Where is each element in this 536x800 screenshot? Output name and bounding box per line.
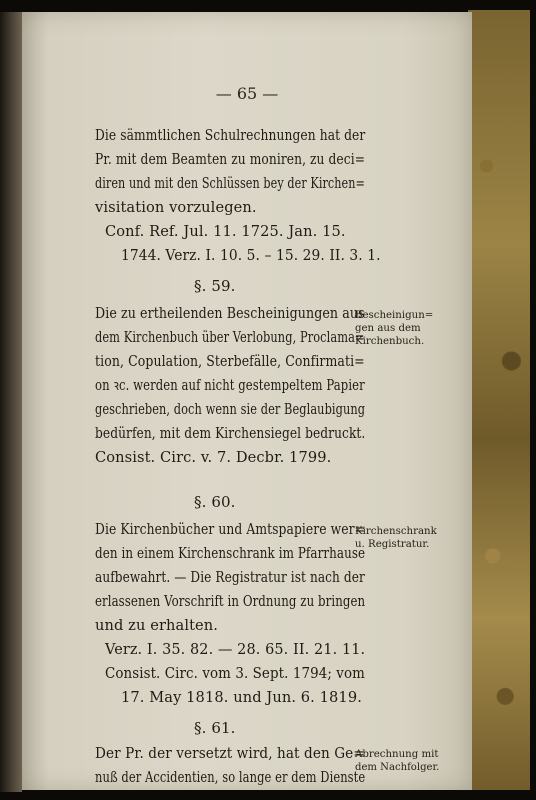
text-line: on ꝛc. werden auf nicht gestempeltem Papier — [95, 377, 365, 394]
text-line: Die Kirchenbücher und Amtspapiere wer= — [95, 521, 366, 538]
marbled-cover-edge — [468, 10, 530, 790]
text-line: nuß der Accidentien, so lange er dem Dienste — [95, 769, 366, 786]
marginal-note: gen aus dem — [355, 323, 421, 334]
text-line: Consist. Circ. v. 7. Decbr. 1799. — [95, 449, 332, 466]
marginal-note: dem Nachfolger. — [355, 762, 440, 773]
text-line: diren und mit den Schlüssen bey der Kirchen= — [95, 175, 365, 192]
text-line: visitation vorzulegen. — [95, 199, 257, 216]
marginal-note: u. Registratur. — [355, 539, 430, 550]
book-page — [22, 12, 472, 790]
reference-line: Verz. I. 35. 82. — 28. 65. II. 21. 11. — [105, 641, 366, 658]
marginal-note: Abrechnung mit — [355, 749, 439, 760]
text-line: geschrieben, doch wenn sie der Beglaubigung — [95, 401, 366, 418]
section-heading: §. 59. — [194, 277, 236, 295]
text-line: erlassenen Vorschrift in Ordnung zu bringen — [95, 593, 366, 610]
marginal-note: Kirchenschrank — [355, 526, 437, 537]
section-heading: §. 60. — [194, 493, 236, 511]
text-line: Pr. mit dem Beamten zu moniren, zu deci= — [95, 151, 366, 168]
reference-line: Conf. Ref. Jul. 11. 1725. Jan. 15. — [105, 223, 346, 240]
reference-line: 17. May 1818. und Jun. 6. 1819. — [121, 689, 362, 706]
text-line: aufbewahrt. — Die Registratur ist nach der — [95, 569, 365, 586]
text-line: bedürfen, mit dem Kirchensiegel bedruckt. — [95, 425, 366, 442]
text-line: Die sämmtlichen Schulrechnungen hat der — [95, 127, 366, 144]
marginal-note: Bescheinigun= — [355, 310, 434, 321]
reference-line: 1744. Verz. I. 10. 5. – 15. 29. II. 3. 1. — [121, 247, 381, 264]
section-heading: §. 61. — [194, 719, 236, 737]
marginal-note: Kirchenbuch. — [355, 336, 425, 347]
text-line: Der Pr. der versetzt wird, hat den Ge= — [95, 745, 365, 762]
book-binding — [0, 12, 22, 792]
text-line: Die zu ertheilenden Bescheinigungen aus — [95, 305, 365, 322]
reference-line: Consist. Circ. vom 3. Sept. 1794; vom — [105, 665, 365, 682]
text-line: dem Kirchenbuch über Verlobung, Proclama= — [95, 329, 365, 346]
text-line: tion, Copulation, Sterbefälle, Confirmati= — [95, 353, 365, 370]
page-number: — 65 — — [215, 84, 279, 103]
text-line: den in einem Kirchenschrank im Pfarrhause — [95, 545, 366, 562]
text-line: und zu erhalten. — [95, 617, 219, 634]
